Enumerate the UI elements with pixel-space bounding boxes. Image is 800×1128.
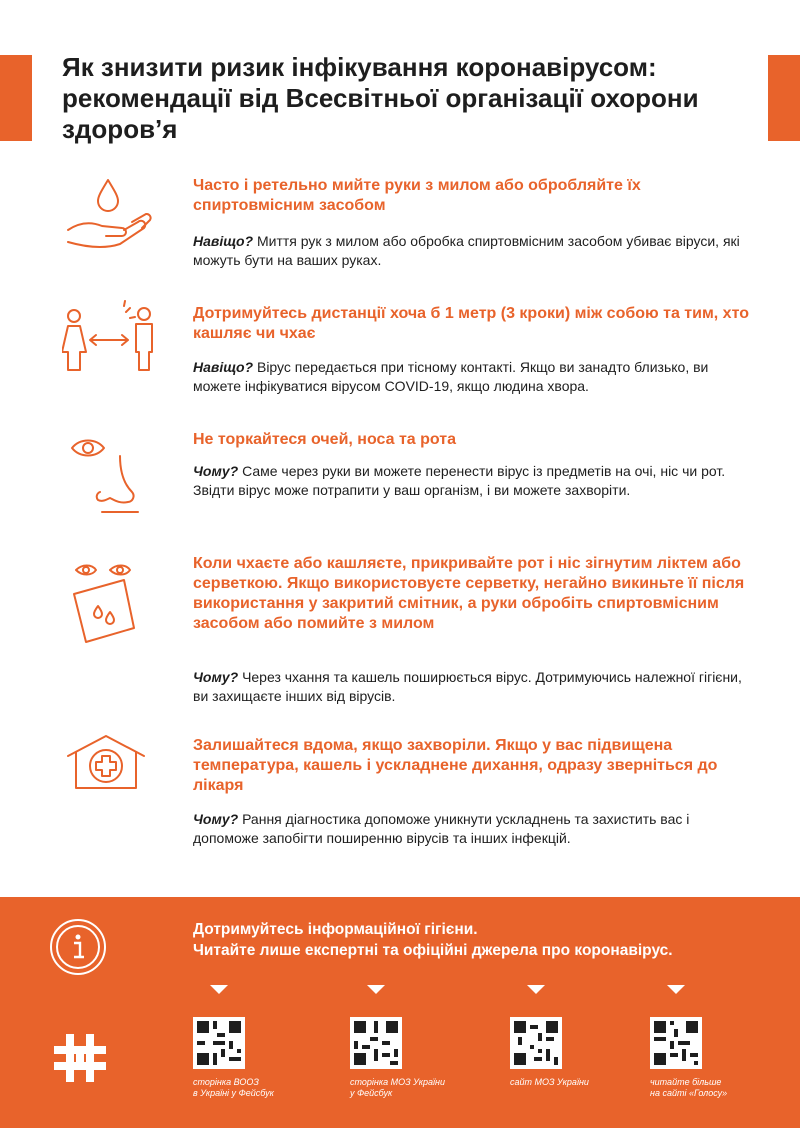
hand-wash-icon <box>62 170 158 266</box>
why-label: Навіщо? <box>193 359 254 375</box>
footer-line-2: Читайте лише експертні та офіційні джерела про коронавірус. <box>193 942 673 959</box>
down-arrow-icon <box>210 985 228 994</box>
qr-caption <box>193 1077 323 1099</box>
down-arrow-icon <box>527 985 545 994</box>
qr-code-icon[interactable] <box>193 1017 245 1069</box>
recommendation-heading: Дотримуйтесь дистанції хоча б 1 метр (3 кроки) між собою та тим, хто кашляє чи чхає <box>193 305 749 342</box>
home-medical-icon <box>62 732 158 828</box>
qr-caption-line-2: в Україні у Фейсбук <box>193 1088 274 1098</box>
why-text: Миття рук з милом або обробка спиртовмісним засобом убиває віруси, які можуть бути на ваших руках. <box>193 233 740 268</box>
why-label: Чому? <box>193 669 239 685</box>
footer-line-1: Дотримуйтесь інформаційної гігієни. <box>193 921 478 938</box>
qr-caption-line-2: у Фейсбук <box>350 1088 393 1098</box>
why-text: Через чхання та кашель поширюється вірус. Дотримуючись належної гігієни, ви захищаєте інших від вірусів. <box>193 669 742 704</box>
qr-code-icon[interactable] <box>510 1017 562 1069</box>
tissue-icon <box>62 554 158 650</box>
recommendation-text <box>193 668 758 706</box>
qr-caption-line-2: на сайті «Голосу» <box>650 1088 728 1098</box>
why-text: Саме через руки ви можете перенести вірус із предметів на очі, ніс чи рот. Звідти вірус може потрапити у ваш організм, і ви можете захворіти. <box>193 463 726 498</box>
down-arrow-icon <box>667 985 685 994</box>
distance-icon <box>62 300 158 396</box>
qr-code-icon[interactable] <box>350 1017 402 1069</box>
left-accent-bar <box>0 55 32 141</box>
qr-caption <box>510 1077 640 1088</box>
why-text: Вірус передається при тісному контакті. Якщо ви занадто близько, ви можете інфікуватися вірусом COVID-19, якщо людина хвора. <box>193 359 709 394</box>
recommendation-heading: Коли чхаєте або кашляєте, прикривайте рот і ніс зігнутим ліктем або серветкою. Якщо використовуєте серветку, негайно викиньте її після використання у закритий смітник, а руки обробіть спиртовмісним засобом або помийте з милом <box>193 555 745 632</box>
qr-caption-line-1: читайте більше <box>650 1077 722 1087</box>
info-icon <box>48 917 108 977</box>
recommendation-text <box>193 232 758 270</box>
eye-nose-icon <box>62 428 158 524</box>
page-title: Як знизити ризик інфікування коронавірусом: рекомендації від Всесвітньої організації охорони здоров’я <box>62 52 699 144</box>
qr-caption-line-1: сторінка ВООЗ <box>193 1077 259 1087</box>
recommendation-heading: Залишайтеся вдома, якщо захворіли. Якщо у вас підвищена температура, кашель і ускладнене дихання, одразу зверніться до лікаря <box>193 737 718 794</box>
qr-code-icon[interactable] <box>650 1017 702 1069</box>
recommendation-heading: Часто і ретельно мийте руки з милом або обробляйте їх спиртовмісним засобом <box>193 177 641 214</box>
qr-caption <box>650 1077 780 1099</box>
why-label: Навіщо? <box>193 233 254 249</box>
recommendation-heading: Не торкайтеся очей, носа та рота <box>193 431 457 448</box>
recommendation-text <box>193 810 758 848</box>
down-arrow-icon <box>367 985 385 994</box>
holos-logo-icon <box>52 1030 108 1086</box>
why-label: Чому? <box>193 463 239 479</box>
qr-caption <box>350 1077 480 1099</box>
recommendation-text <box>193 358 758 396</box>
qr-caption-line-1: сайт МОЗ України <box>510 1077 589 1087</box>
recommendation-text <box>193 462 758 500</box>
right-accent-bar <box>768 55 800 141</box>
why-text: Рання діагностика допоможе уникнути ускладнень та захистить вас і допоможе запобігти поширенню вірусів та інших інфекцій. <box>193 811 690 846</box>
footer-heading <box>193 919 773 961</box>
info-hygiene-footer <box>0 897 800 1128</box>
why-label: Чому? <box>193 811 239 827</box>
qr-caption-line-1: сторінка МОЗ України <box>350 1077 446 1087</box>
